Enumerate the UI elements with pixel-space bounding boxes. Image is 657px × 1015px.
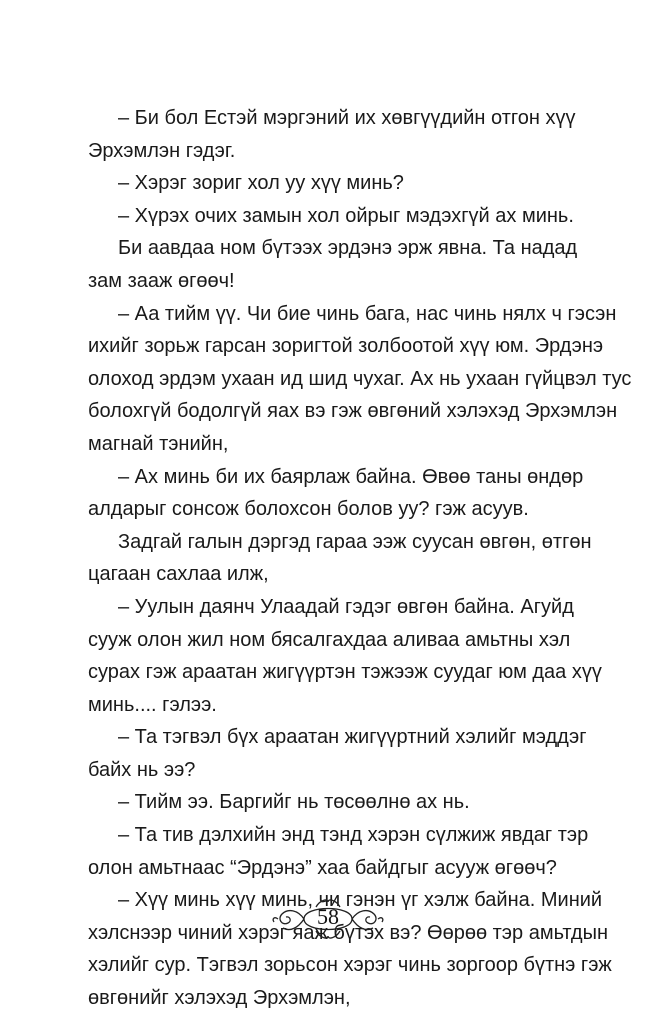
text-line: болохгүй бодолгүй яах вэ гэж өвгөний хэлэхэд Эрхэмлэн <box>88 400 618 423</box>
text-line: өвгөнийг хэлэхэд Эрхэмлэн, <box>88 987 351 1010</box>
text-line: сурах гэж араатан жигүүртэн тэжээж суудаг юм даа хүү <box>88 661 602 684</box>
text-line: байх нь ээ? <box>88 758 196 781</box>
page-number-ornament <box>268 892 388 946</box>
text-line: Эрхэмлэн гэдэг. <box>88 139 236 162</box>
text-line: – Аа тийм үү. Чи бие чинь бага, нас чинь нялх ч гэсэн <box>118 302 617 325</box>
page-number: 58 <box>317 904 339 929</box>
text-line: – Хэрэг зориг хол уу хүү минь? <box>118 172 404 195</box>
text-line: Задгай галын дэргэд гараа ээж суусан өвгөн, өтгөн <box>118 530 592 553</box>
text-line: сууж олон жил ном бясалгахдаа аливаа амьтны хэл <box>88 628 571 651</box>
text-line: – Тийм ээ. Баргийг нь төсөөлнө ах нь. <box>118 791 470 814</box>
text-line: Би аавдаа ном бүтээх эрдэнэ эрж явна. Та надад <box>118 237 578 260</box>
text-line: хэлийг сур. Тэгвэл зорьсон хэрэг чинь зоргоор бүтнэ гэж <box>88 954 612 977</box>
text-line: – Хүрэх очих замын хол ойрыг мэдэхгүй ах минь. <box>118 204 574 227</box>
body-text <box>88 102 632 1015</box>
text-line: цагаан сахлаа илж, <box>88 563 269 586</box>
text-line: – Би бол Естэй мэргэний их хөвгүүдийн отгон хүү <box>118 107 576 129</box>
text-line: минь.... гэлээ. <box>88 693 217 716</box>
text-line: зам зааж өгөөч! <box>88 269 235 292</box>
text-line: магнай тэнийн, <box>88 432 229 455</box>
text-line: хэлснээр чиний хэрэг яаж бүтэх вэ? Өөрөө тэр амьтдын <box>88 921 609 944</box>
text-line: олоход эрдэм ухаан ид шид чухаг. Ах нь ухаан гүйцвэл тус <box>88 367 632 390</box>
text-line: – Уулын даянч Улаадай гэдэг өвгөн байна. Агуйд <box>118 595 574 618</box>
text-line: – Ах минь би их баярлаж байна. Өвөө таны өндөр <box>118 465 584 488</box>
text-line: – Хүү минь хүү минь, чи гэнэн үг хэлж байна. Миний <box>118 889 603 912</box>
text-line: алдарыг сонсож болохсон болов уу? гэж асуув. <box>88 498 529 521</box>
text-line: – Та тив дэлхийн энд тэнд хэрэн сүлжиж явдаг тэр <box>118 824 589 847</box>
text-line: – Та тэгвэл бүх араатан жигүүртний хэлийг мэддэг <box>118 726 587 749</box>
text-line: ихийг зорьж гарсан зоригтой золбоотой хүү юм. Эрдэнэ <box>88 335 604 358</box>
text-line: олон амьтнаас “Эрдэнэ” хаа байдгыг асууж өгөөч? <box>88 856 557 879</box>
